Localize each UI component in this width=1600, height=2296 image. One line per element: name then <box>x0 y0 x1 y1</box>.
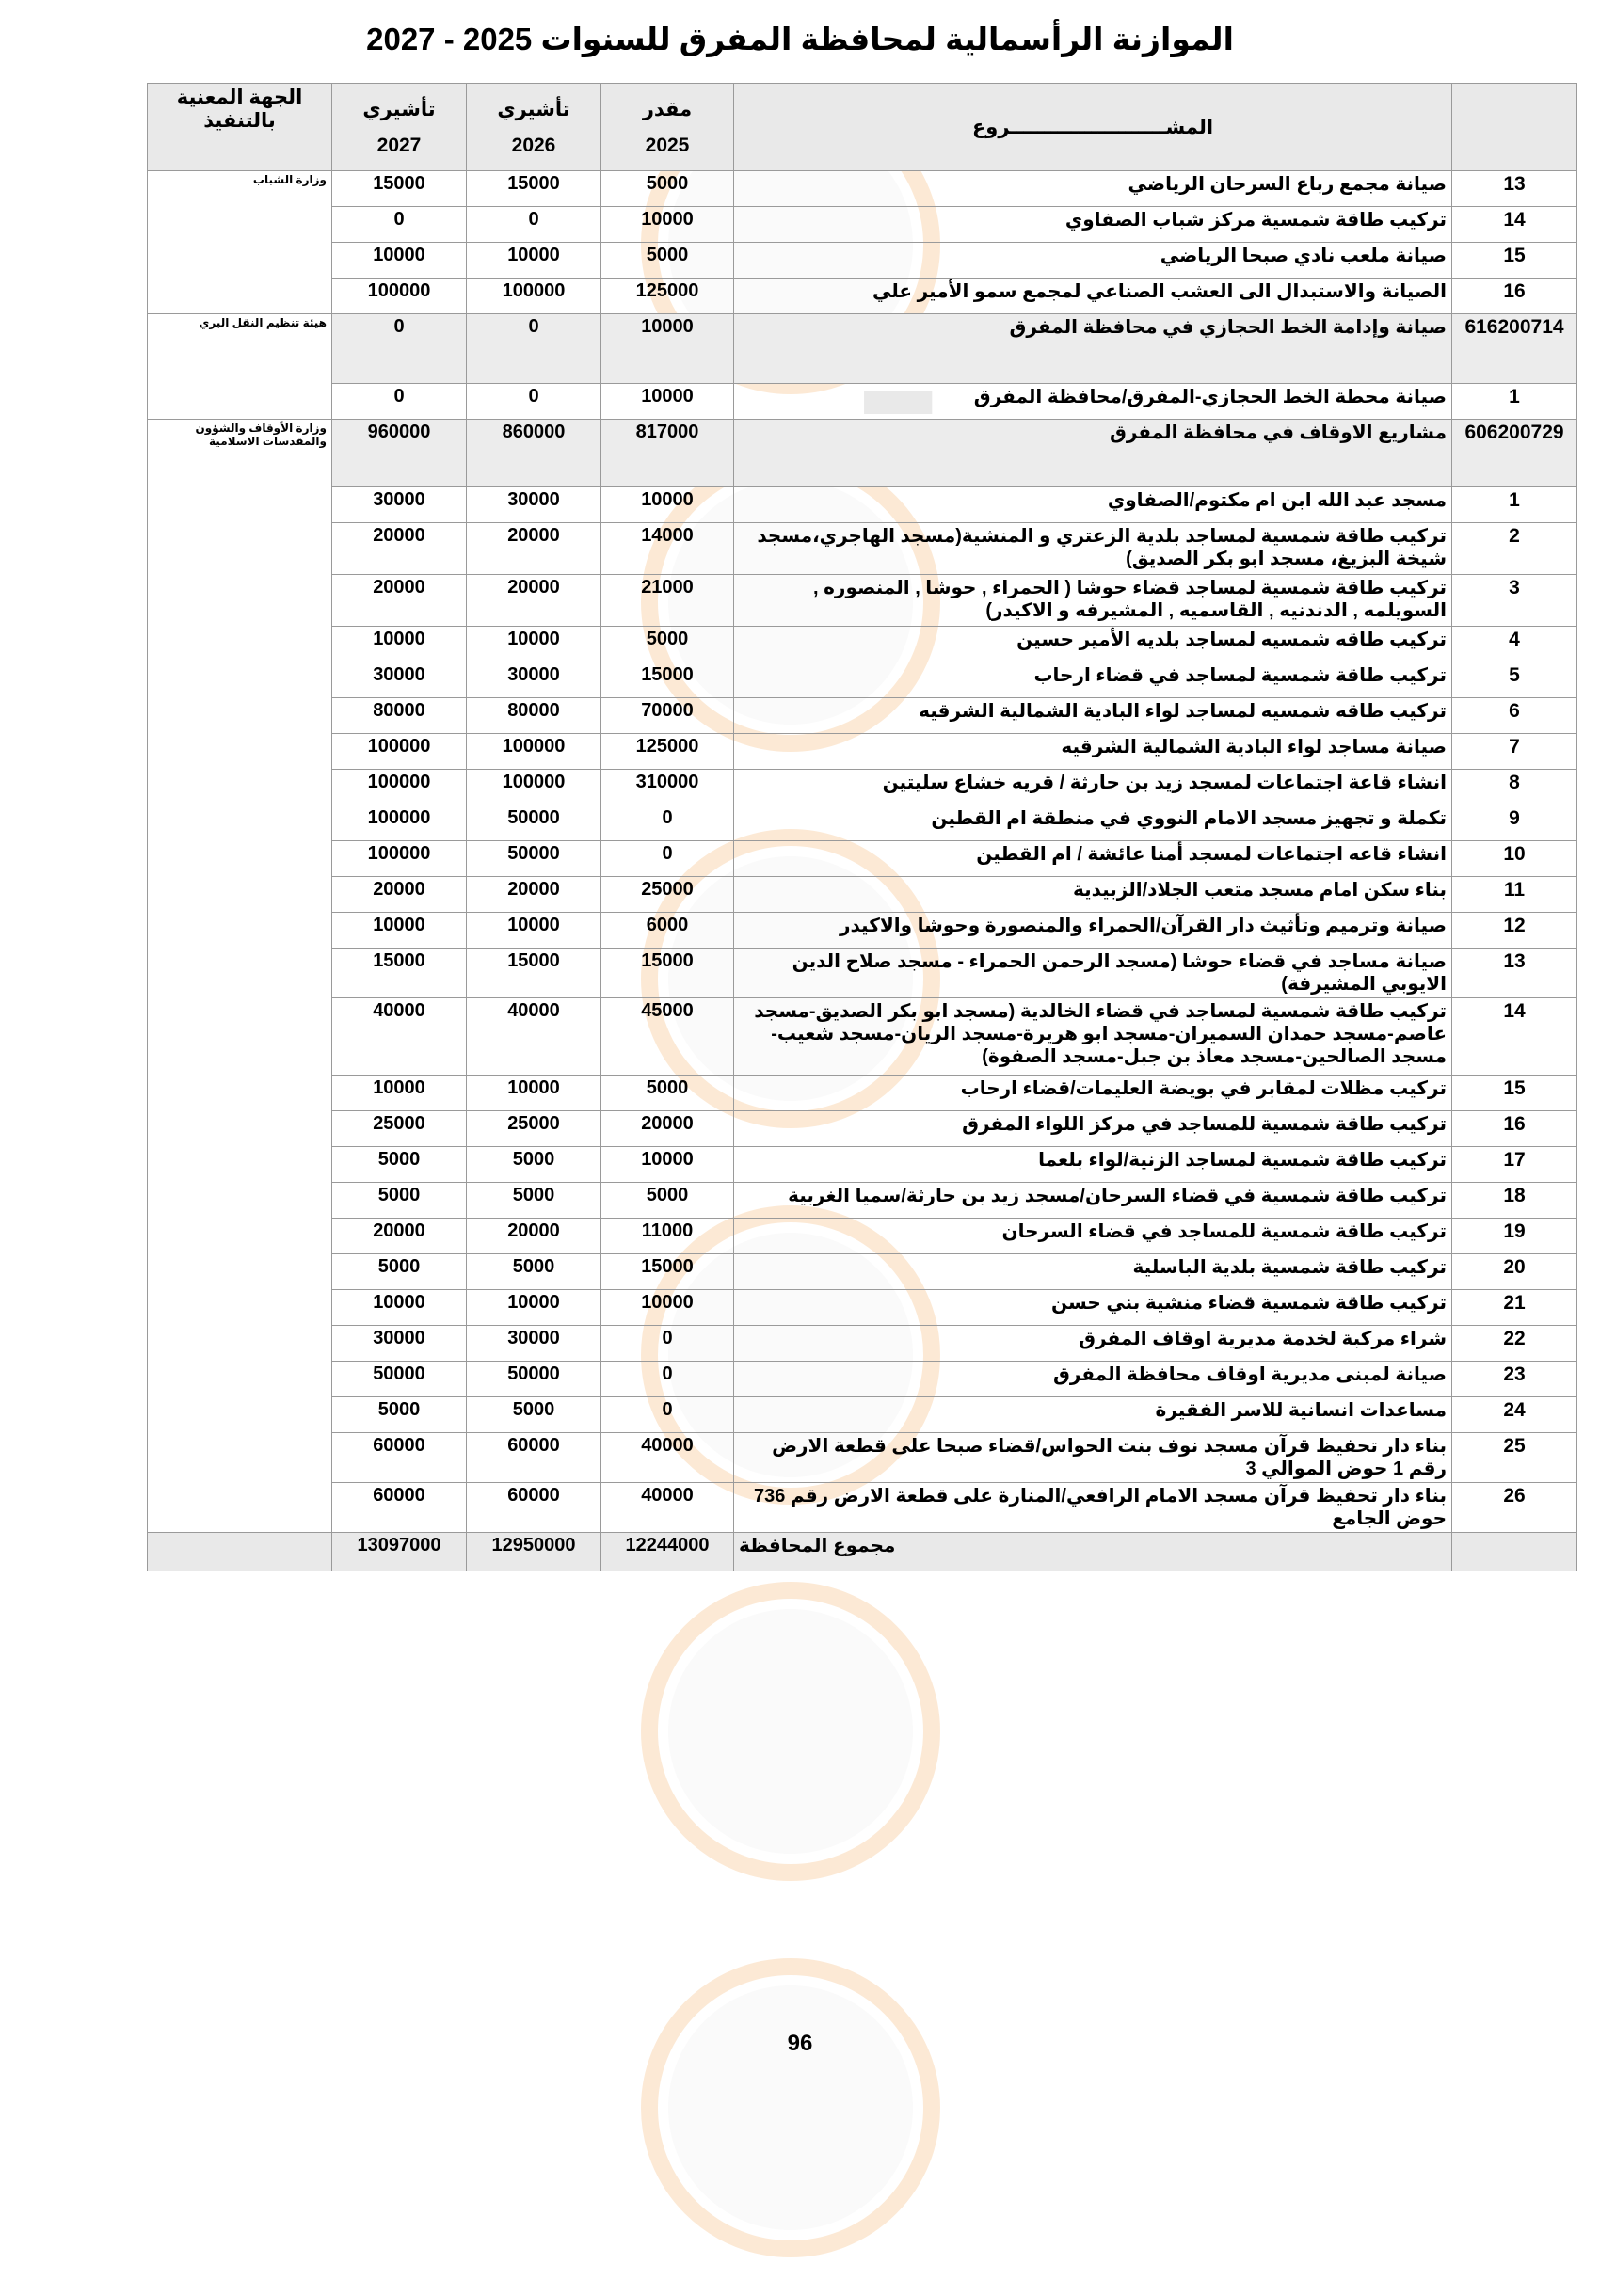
row-2025: 11000 <box>601 1219 734 1254</box>
table-row <box>148 1183 1577 1219</box>
row-2025: 15000 <box>601 1254 734 1290</box>
row-project: تركيب طاقة شمسية لمساجد بلدية الزعتري و المنشية(مسجد الهاجري،مسجد شيخة البزيغ، مسجد ابو بكر الصديق) <box>734 523 1452 575</box>
row-2027: 100000 <box>332 734 467 770</box>
row-2027: 20000 <box>332 877 467 913</box>
row-code: 616200714 <box>1452 314 1577 384</box>
row-code: 20 <box>1452 1254 1577 1290</box>
table-row <box>148 171 1577 207</box>
row-2025: 0 <box>601 1362 734 1397</box>
group-row <box>148 420 1577 487</box>
row-project: تركيب طاقة شمسية للمساجد في مركز اللواء المفرق <box>734 1111 1452 1147</box>
row-project: بناء دار تحفيظ قرآن مسجد نوف بنت الحواس/قضاء صبحا على قطعة الارض رقم 1 حوض الموالي 3 <box>734 1433 1452 1483</box>
row-project: بناء سكن امام مسجد متعب الجلاد/الزبيدية <box>734 877 1452 913</box>
row-2025: 15000 <box>601 949 734 998</box>
row-2026: 10000 <box>467 627 601 662</box>
row-2026: 10000 <box>467 1076 601 1111</box>
total-2027: 13097000 <box>332 1533 467 1571</box>
table-row <box>148 734 1577 770</box>
total-2025: 12244000 <box>601 1533 734 1571</box>
total-code <box>1452 1533 1577 1571</box>
table-row <box>148 487 1577 523</box>
table-row <box>148 1433 1577 1483</box>
table-row <box>148 998 1577 1076</box>
row-project: تركيب طاقه شمسيه لمساجد لواء البادية الشمالية الشرقيه <box>734 698 1452 734</box>
row-2027: 10000 <box>332 243 467 279</box>
header-2025 <box>601 84 734 171</box>
table-row <box>148 1483 1577 1533</box>
table-row <box>148 1111 1577 1147</box>
total-row <box>148 1533 1577 1571</box>
row-project: صيانة وإدامة الخط الحجازي في محافظة المفرق <box>734 314 1452 384</box>
row-2025: 5000 <box>601 243 734 279</box>
row-code: 17 <box>1452 1147 1577 1183</box>
row-2026: 5000 <box>467 1397 601 1433</box>
row-project: تركيب طاقة شمسية في قضاء السرحان/مسجد زيد بن حارثة/سميا الغربية <box>734 1183 1452 1219</box>
row-code: 15 <box>1452 1076 1577 1111</box>
row-2027: 20000 <box>332 1219 467 1254</box>
row-project: صيانة مساجد لواء البادية الشمالية الشرقيه <box>734 734 1452 770</box>
table-row <box>148 770 1577 805</box>
row-2025: 0 <box>601 805 734 841</box>
row-2027: 10000 <box>332 627 467 662</box>
row-2025: 14000 <box>601 523 734 575</box>
row-code: 14 <box>1452 207 1577 243</box>
header-ministry: الجهة المعنية بالتنفيذ <box>148 84 332 171</box>
row-2026: 860000 <box>467 420 601 487</box>
header-2026-label: تأشيري <box>497 98 570 120</box>
table-row <box>148 627 1577 662</box>
row-2026: 5000 <box>467 1147 601 1183</box>
row-code: 16 <box>1452 279 1577 314</box>
row-2027: 50000 <box>332 1362 467 1397</box>
row-2026: 15000 <box>467 949 601 998</box>
total-ministry <box>148 1533 332 1571</box>
row-2025: 6000 <box>601 913 734 949</box>
table-row <box>148 575 1577 627</box>
row-2027: 0 <box>332 314 467 384</box>
row-2025: 5000 <box>601 627 734 662</box>
row-2025: 10000 <box>601 1147 734 1183</box>
row-2026: 100000 <box>467 279 601 314</box>
row-ministry: هيئة تنظيم النقل البري <box>148 314 332 420</box>
table-row <box>148 279 1577 314</box>
page-title: الموازنة الرأسمالية لمحافظة المفرق للسنوات 2025 - 2027 <box>366 22 1234 56</box>
row-code: 9 <box>1452 805 1577 841</box>
row-2025: 5000 <box>601 1183 734 1219</box>
row-2027: 0 <box>332 207 467 243</box>
row-code: 8 <box>1452 770 1577 805</box>
row-2027: 10000 <box>332 1076 467 1111</box>
row-2027: 960000 <box>332 420 467 487</box>
row-code: 7 <box>1452 734 1577 770</box>
row-2025: 70000 <box>601 698 734 734</box>
row-2026: 80000 <box>467 698 601 734</box>
row-2025: 0 <box>601 841 734 877</box>
row-2025: 10000 <box>601 314 734 384</box>
row-2026: 0 <box>467 314 601 384</box>
row-project: صيانة محطة الخط الحجازي-المفرق/محافظة المفرق <box>734 384 1452 420</box>
header-2026-year: 2026 <box>511 134 556 156</box>
row-2026: 25000 <box>467 1111 601 1147</box>
table-row <box>148 1326 1577 1362</box>
row-code: 1 <box>1452 384 1577 420</box>
budget-table <box>147 83 1577 1571</box>
row-code: 4 <box>1452 627 1577 662</box>
row-2026: 10000 <box>467 1290 601 1326</box>
row-2027: 30000 <box>332 662 467 698</box>
row-ministry: وزارة الأوقاف والشؤون والمقدسات الاسلامية <box>148 420 332 1533</box>
row-2025: 45000 <box>601 998 734 1076</box>
row-2027: 60000 <box>332 1433 467 1483</box>
row-project: تركيب طاقه شمسيه لمساجد بلديه الأمير حسين <box>734 627 1452 662</box>
row-project: صيانة وترميم وتأثيث دار القرآن/الحمراء والمنصورة وحوشا والاكيدر <box>734 913 1452 949</box>
row-2026: 10000 <box>467 913 601 949</box>
row-2025: 125000 <box>601 279 734 314</box>
header-2025-year: 2025 <box>645 134 690 156</box>
row-2025: 15000 <box>601 662 734 698</box>
row-code: 15 <box>1452 243 1577 279</box>
row-code: 2 <box>1452 523 1577 575</box>
row-project: صيانة مساجد في قضاء حوشا (مسجد الرحمن الحمراء - مسجد صلاح الدين الايوبي المشيرفة) <box>734 949 1452 998</box>
row-2026: 20000 <box>467 877 601 913</box>
row-code: 18 <box>1452 1183 1577 1219</box>
row-2025: 20000 <box>601 1111 734 1147</box>
row-2026: 0 <box>467 207 601 243</box>
table-row <box>148 877 1577 913</box>
table-row <box>148 523 1577 575</box>
table-row <box>148 1254 1577 1290</box>
row-2026: 30000 <box>467 1326 601 1362</box>
row-project: شراء مركبة لخدمة مديرية اوقاف المفرق <box>734 1326 1452 1362</box>
header-2027-year: 2027 <box>376 134 422 156</box>
row-2027: 25000 <box>332 1111 467 1147</box>
page-number: 96 <box>787 2031 813 2056</box>
row-2026: 20000 <box>467 1219 601 1254</box>
row-project: انشاء قاعة اجتماعات لمسجد زيد بن حارثة / قريه خشاع سليتين <box>734 770 1452 805</box>
row-2027: 60000 <box>332 1483 467 1533</box>
row-code: 21 <box>1452 1290 1577 1326</box>
row-2026: 100000 <box>467 770 601 805</box>
row-2025: 10000 <box>601 1290 734 1326</box>
row-2027: 5000 <box>332 1397 467 1433</box>
row-2027: 20000 <box>332 523 467 575</box>
row-2026: 40000 <box>467 998 601 1076</box>
row-project: تركيب طاقة شمسية للمساجد في قضاء السرحان <box>734 1219 1452 1254</box>
row-code: 6 <box>1452 698 1577 734</box>
row-2026: 0 <box>467 384 601 420</box>
table-row <box>148 1076 1577 1111</box>
row-code: 26 <box>1452 1483 1577 1533</box>
total-2026: 12950000 <box>467 1533 601 1571</box>
total-label: مجموع المحافظة <box>734 1533 1452 1571</box>
table-row <box>148 949 1577 998</box>
row-2025: 10000 <box>601 207 734 243</box>
row-code: 606200729 <box>1452 420 1577 487</box>
table-row <box>148 207 1577 243</box>
row-code: 23 <box>1452 1362 1577 1397</box>
row-2027: 10000 <box>332 913 467 949</box>
row-2025: 0 <box>601 1326 734 1362</box>
header-row <box>148 84 1577 171</box>
table-row <box>148 1397 1577 1433</box>
row-project: مسجد عبد الله ابن ام مكتوم/الصفاوي <box>734 487 1452 523</box>
row-project: تركيب طاقة شمسية لمساجد الزنية/لواء بلعما <box>734 1147 1452 1183</box>
row-2026: 30000 <box>467 487 601 523</box>
header-2027-label: تأشيري <box>362 98 436 120</box>
table-row <box>148 698 1577 734</box>
row-2026: 10000 <box>467 243 601 279</box>
watermark-logo <box>508 1920 1111 2296</box>
row-project: بناء دار تحفيظ قرآن مسجد الامام الرافعي/المنارة على قطعة الارض رقم 736 حوض الجامع <box>734 1483 1452 1533</box>
row-2027: 15000 <box>332 949 467 998</box>
row-2026: 50000 <box>467 805 601 841</box>
row-code: 3 <box>1452 575 1577 627</box>
row-code: 5 <box>1452 662 1577 698</box>
row-2027: 15000 <box>332 171 467 207</box>
row-project: تركيب طاقة شمسية لمساجد قضاء حوشا ( الحمراء , حوشا , المنصوره , السويلمه , الدندنيه , القاسميه , المشيرفه و الاكيدر) <box>734 575 1452 627</box>
row-2026: 100000 <box>467 734 601 770</box>
row-project: مشاريع الاوقاف في محافظة المفرق <box>734 420 1452 487</box>
row-2026: 50000 <box>467 1362 601 1397</box>
row-code: 13 <box>1452 171 1577 207</box>
row-code: 11 <box>1452 877 1577 913</box>
row-code: 24 <box>1452 1397 1577 1433</box>
header-2026 <box>467 84 601 171</box>
row-code: 25 <box>1452 1433 1577 1483</box>
row-2027: 30000 <box>332 1326 467 1362</box>
row-2027: 30000 <box>332 487 467 523</box>
row-2027: 10000 <box>332 1290 467 1326</box>
table-row <box>148 243 1577 279</box>
row-project: تركيب طاقة شمسية مركز شباب الصفاوي <box>734 207 1452 243</box>
row-2027: 20000 <box>332 575 467 627</box>
table-row <box>148 1219 1577 1254</box>
row-2025: 0 <box>601 1397 734 1433</box>
table-row <box>148 1147 1577 1183</box>
row-code: 22 <box>1452 1326 1577 1362</box>
row-project: تركيب طاقة شمسية بلدية الباسلية <box>734 1254 1452 1290</box>
row-2027: 5000 <box>332 1147 467 1183</box>
row-2025: 10000 <box>601 384 734 420</box>
watermark-logo <box>508 1543 1111 1920</box>
row-2026: 5000 <box>467 1254 601 1290</box>
row-project: تركيب مظلات لمقابر في بويضة العليمات/قضاء ارحاب <box>734 1076 1452 1111</box>
row-project: تركيب طاقة شمسية لمساجد في قضاء ارحاب <box>734 662 1452 698</box>
row-project: تركيب طاقة شمسية لمساجد في قضاء الخالدية (مسجد ابو بكر الصديق-مسجد عاصم-مسجد حمدان السميران-مسجد ابو هريرة-مسجد الريان-مسجد شعيب-مسجد الصالحين-مسجد معاذ بن جبل-مسجد الصفوة) <box>734 998 1452 1076</box>
row-2026: 30000 <box>467 662 601 698</box>
row-2025: 40000 <box>601 1483 734 1533</box>
table-row <box>148 384 1577 420</box>
row-code: 19 <box>1452 1219 1577 1254</box>
table-row <box>148 1290 1577 1326</box>
row-2027: 40000 <box>332 998 467 1076</box>
row-code: 13 <box>1452 949 1577 998</box>
row-project: تكملة و تجهيز مسجد الامام النووي في منطقة ام القطين <box>734 805 1452 841</box>
row-2026: 5000 <box>467 1183 601 1219</box>
row-2025: 125000 <box>601 734 734 770</box>
group-row <box>148 314 1577 384</box>
table-row <box>148 1362 1577 1397</box>
row-code: 1 <box>1452 487 1577 523</box>
header-project: المشـــــــــــــــــــــــروع <box>734 84 1452 171</box>
row-2026: 50000 <box>467 841 601 877</box>
row-project: مساعدات انسانية للاسر الفقيرة <box>734 1397 1452 1433</box>
row-project: الصيانة والاستبدال الى العشب الصناعي لمجمع سمو الأمير علي <box>734 279 1452 314</box>
row-2025: 310000 <box>601 770 734 805</box>
row-code: 12 <box>1452 913 1577 949</box>
row-project: تركيب طاقة شمسية قضاء منشية بني حسن <box>734 1290 1452 1326</box>
row-2027: 100000 <box>332 279 467 314</box>
row-2025: 5000 <box>601 171 734 207</box>
table-row <box>148 841 1577 877</box>
row-2027: 5000 <box>332 1183 467 1219</box>
row-project: صيانة لمبنى مديرية اوقاف محافظة المفرق <box>734 1362 1452 1397</box>
row-2025: 10000 <box>601 487 734 523</box>
row-project: صيانة مجمع رباع السرحان الرياضي <box>734 171 1452 207</box>
row-code: 14 <box>1452 998 1577 1076</box>
row-2026: 20000 <box>467 523 601 575</box>
row-2025: 40000 <box>601 1433 734 1483</box>
header-2027 <box>332 84 467 171</box>
header-code <box>1452 84 1577 171</box>
row-2026: 60000 <box>467 1483 601 1533</box>
row-2025: 817000 <box>601 420 734 487</box>
row-2025: 25000 <box>601 877 734 913</box>
row-2027: 100000 <box>332 841 467 877</box>
header-2025-label: مقدر <box>642 98 693 120</box>
row-2026: 20000 <box>467 575 601 627</box>
row-project: انشاء قاعه اجتماعات لمسجد أمنا عائشة / ام القطين <box>734 841 1452 877</box>
row-2027: 0 <box>332 384 467 420</box>
row-2025: 5000 <box>601 1076 734 1111</box>
table-row <box>148 805 1577 841</box>
row-2026: 60000 <box>467 1433 601 1483</box>
row-2027: 100000 <box>332 805 467 841</box>
row-2027: 5000 <box>332 1254 467 1290</box>
row-2027: 100000 <box>332 770 467 805</box>
row-code: 16 <box>1452 1111 1577 1147</box>
table-row <box>148 913 1577 949</box>
row-2025: 21000 <box>601 575 734 627</box>
row-project: صيانة ملعب نادي صبحا الرياضي <box>734 243 1452 279</box>
row-2027: 80000 <box>332 698 467 734</box>
row-code: 10 <box>1452 841 1577 877</box>
row-ministry: وزارة الشباب <box>148 171 332 314</box>
table-row <box>148 662 1577 698</box>
row-2026: 15000 <box>467 171 601 207</box>
